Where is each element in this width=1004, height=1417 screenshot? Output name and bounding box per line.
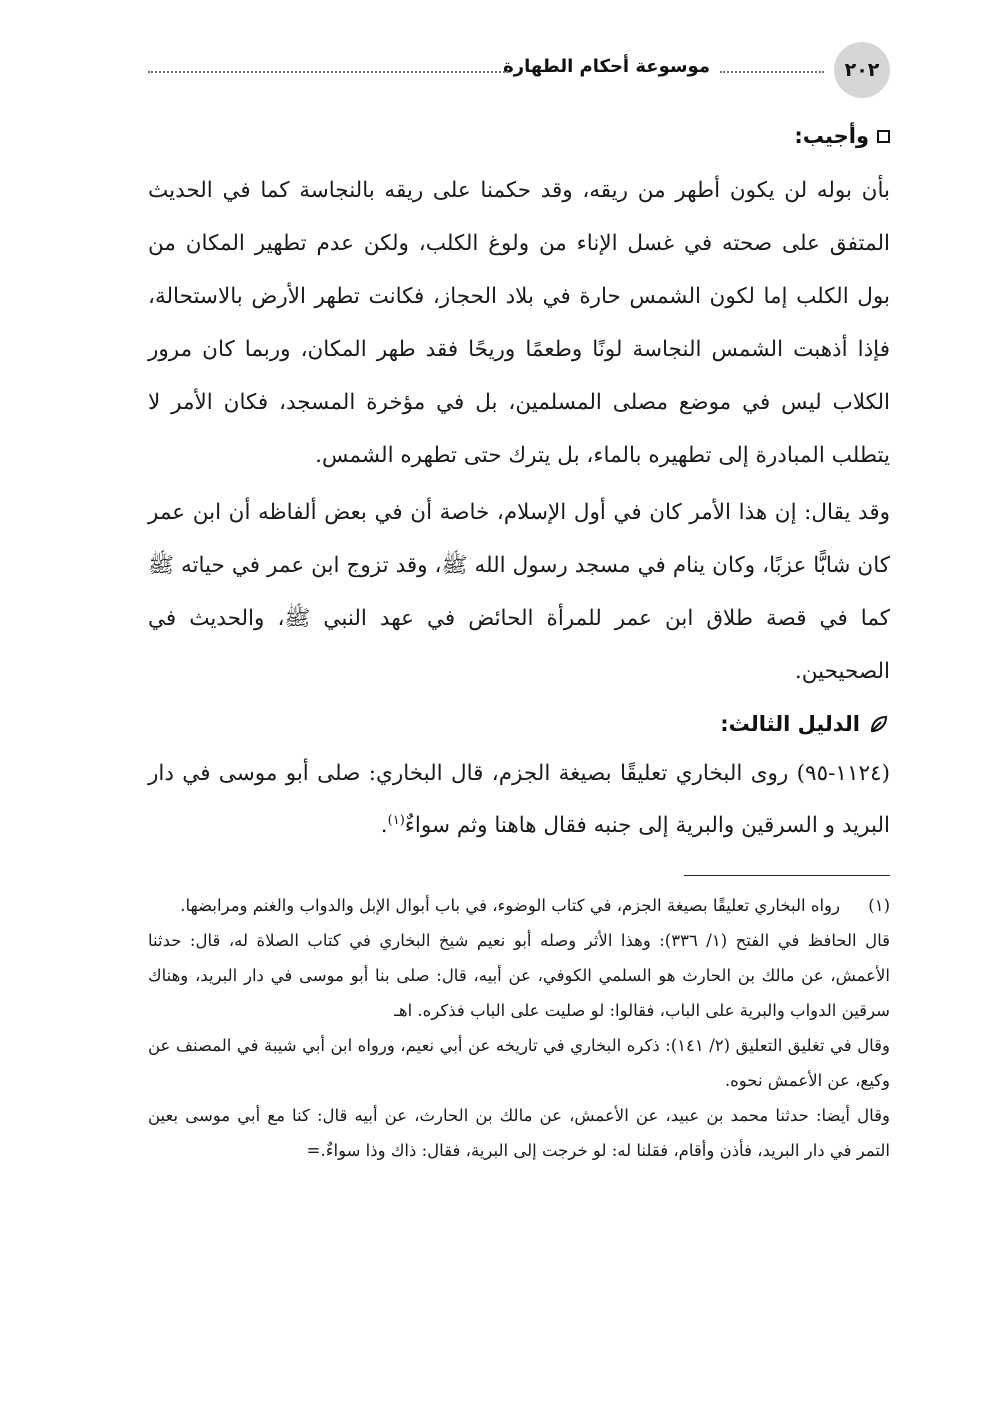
body-paragraph: وقد يقال: إن هذا الأمر كان في أول الإسلام، خاصة أن في بعض ألفاظه أن ابن عمر كان شابًّا عزبًا، وكان ينام في مسجد رسول الله ﷺ، وقد تزوج ابن عمر في حياته ﷺ كما في قصة طلاق ابن عمر للمرأة الحائض في عهد النبي ﷺ، والحديث في الصحيحين. — [148, 500, 890, 684]
body-paragraph: بأن بوله لن يكون أطهر من ريقه، وقد حكمنا على ريقه بالنجاسة كما في الحديث المتفق على صحته في غسل الإناء من ولوغ الكلب، ولكن عدم تطهير المكان من بول الكلب إما لكون الشمس حارة في بلاد الحجاز، فكانت تطهر الأرض بالاستحالة، فإذا أذهبت الشمس النجاسة لونًا وطعمًا وريحًا فقد طهر المكان، وربما كان مرور الكلاب ليس في موضع مصلى المسلمين، بل في مؤخرة المسجد، فكان الأمر لا يتطلب المبادرة إلى تطهيره بالماء، بل يترك حتى تطهره الشمس. — [148, 178, 890, 468]
footnote-text: رواه البخاري تعليقًا بصيغة الجزم، في كتاب الوضوء، في باب أبوال الإبل والدواب والغنم ومرابضها. — [180, 896, 840, 916]
footnote-number: (١) — [868, 896, 890, 916]
section-heading-text: الدليل الثالث: — [720, 712, 860, 736]
section-heading-answer — [148, 120, 890, 152]
footnote-reference: (١) — [387, 813, 405, 828]
footnote-paragraph: وقال أيضا: حدثنا محمد بن عبيد، عن الأعمش، عن مالك بن الحارث، عن أبيه قال: كنا مع أبي موسى بعين التمر في دار البريد، فأذن وأقام، فقلنا له: لو خرجت إلى البرية، فقال: ذاك وذا سواءٌ.= — [148, 1106, 890, 1161]
footnote-separator — [684, 875, 890, 876]
footnote-paragraph: وقال في تغليق التعليق (٢/ ١٤١): ذكره البخاري في تاريخه عن أبي نعيم، ورواه ابن أبي شيبة في المصنف عن وكيع، عن الأعمش نحوه. — [148, 1036, 890, 1091]
running-title: موسوعة أحكام الطهارة — [503, 56, 710, 77]
footnote-paragraph: قال الحافظ في الفتح (١/ ٣٣٦): وهذا الأثر وصله أبو نعيم شيخ البخاري في كتاب الصلاة له، قال: حدثنا الأعمش، عن مالك بن الحارث هو السلمي الكوفي، عن أبيه، قال: صلى بنا أبو موسى في دار البريد، وهناك سرقين الدواب والبرية على الباب، فقالوا: لو صليت على الباب فذكره. اهـ — [148, 931, 890, 1021]
checkbox-icon — [877, 130, 890, 143]
header-dotted-rule — [720, 71, 824, 73]
header-dotted-rule — [148, 71, 508, 73]
body-paragraph — [148, 750, 890, 849]
page-number: ٢٠٢ — [834, 42, 890, 98]
leaf-icon — [868, 713, 890, 735]
footnotes — [148, 888, 890, 1168]
section-heading-text: وأجيب: — [794, 124, 869, 148]
book-page — [148, 42, 890, 1168]
sentence-end: . — [380, 813, 388, 839]
page-header — [148, 42, 890, 102]
hadith-text: (١١٢٤-٩٥) روى البخاري تعليقًا بصيغة الجزم، قال البخاري: صلى أبو موسى في دار البريد و السرقين والبرية إلى جنبه فقال هاهنا وثم سواءٌ — [148, 761, 890, 839]
footnote-item — [148, 888, 890, 923]
section-heading-third-evidence — [148, 708, 890, 740]
